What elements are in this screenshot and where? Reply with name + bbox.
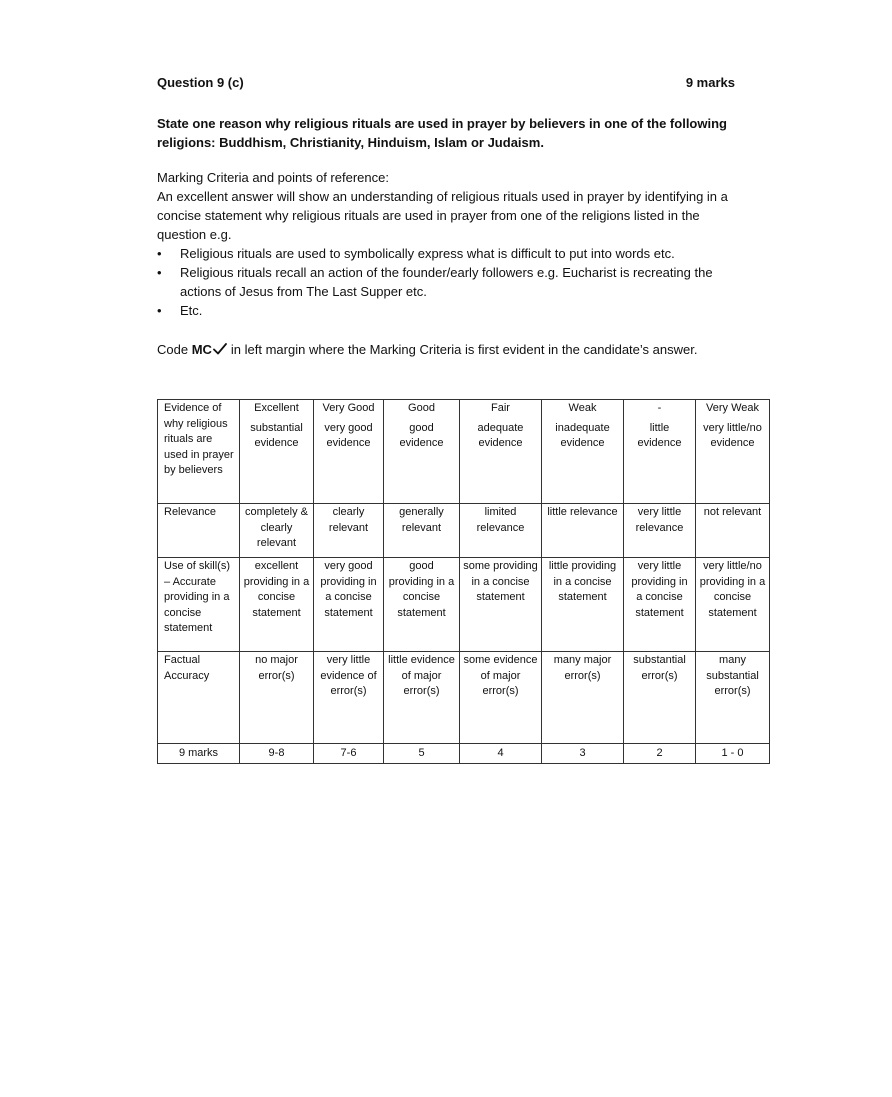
criteria-title: Marking Criteria and points of reference: xyxy=(157,170,389,185)
table-cell: some evidence of major error(s) xyxy=(460,652,542,744)
table-cell: very good providing in a concise statement xyxy=(314,558,384,652)
marks-cell: 4 xyxy=(460,744,542,764)
table-cell: inadequate evidence xyxy=(542,420,624,504)
column-header: - xyxy=(624,400,696,420)
table-cell: very little relevance xyxy=(624,504,696,558)
table-cell: not relevant xyxy=(696,504,770,558)
question-marks: 9 marks xyxy=(685,75,735,90)
row-label: Evidence of why religious rituals are used in prayer by believers xyxy=(158,400,240,504)
column-header: Excellent xyxy=(240,400,314,420)
table-row xyxy=(158,420,770,504)
criteria-bullet: • Religious rituals recall an action of the founder/early followers e.g. Eucharist is recreating the actions of Jesus from The Last Supper etc. xyxy=(157,263,735,301)
marking-page xyxy=(157,74,735,359)
marks-cell: 7-6 xyxy=(314,744,384,764)
table-row xyxy=(158,558,770,652)
table-cell: good providing in a concise statement xyxy=(384,558,460,652)
table-cell: very good evidence xyxy=(314,420,384,504)
criteria-bullet-list xyxy=(157,244,735,320)
table-cell: no major error(s) xyxy=(240,652,314,744)
column-header: Very Weak xyxy=(696,400,770,420)
table-cell: very little evidence of error(s) xyxy=(314,652,384,744)
table-row xyxy=(158,400,770,420)
column-header: Good xyxy=(384,400,460,420)
table-cell: good evidence xyxy=(384,420,460,504)
table-cell: little providing in a concise statement xyxy=(542,558,624,652)
table-cell: generally relevant xyxy=(384,504,460,558)
table-cell: completely & clearly relevant xyxy=(240,504,314,558)
table-cell: very little/no providing in a concise statement xyxy=(696,558,770,652)
marks-cell: 2 xyxy=(624,744,696,764)
question-label: Question 9 (c) xyxy=(157,75,244,90)
criteria-bullet: • Religious rituals are used to symbolically express what is difficult to put into words etc. xyxy=(157,244,735,263)
marks-cell: 3 xyxy=(542,744,624,764)
table-cell: substantial evidence xyxy=(240,420,314,504)
marks-row xyxy=(158,744,770,764)
table-cell: excellent providing in a concise statement xyxy=(240,558,314,652)
table-cell: very little providing in a concise statement xyxy=(624,558,696,652)
question-header xyxy=(157,74,735,92)
table-cell: limited relevance xyxy=(460,504,542,558)
table-cell: many substantial error(s) xyxy=(696,652,770,744)
code-mc: MC xyxy=(191,342,212,357)
row-label: Factual Accuracy xyxy=(158,652,240,744)
marks-cell: 1 - 0 xyxy=(696,744,770,764)
marks-label: 9 marks xyxy=(158,744,240,764)
column-header: Very Good xyxy=(314,400,384,420)
table-cell: clearly relevant xyxy=(314,504,384,558)
marks-cell: 5 xyxy=(384,744,460,764)
criteria-body: An excellent answer will show an understanding of religious rituals used in prayer by identifying in a concise statement why religious rituals are used in prayer from one of the religions listed in the question e.g. xyxy=(157,189,728,242)
column-header: Fair xyxy=(460,400,542,420)
table-cell: adequate evidence xyxy=(460,420,542,504)
question-prompt: State one reason why religious rituals are used in prayer by believers in one of the following religions: Buddhism, Christianity, Hinduism, Islam or Judaism. xyxy=(157,116,727,150)
code-note-suffix: in left margin where the Marking Criteria is first evident in the candidate’s answer. xyxy=(230,342,698,357)
table-cell: some providing in a concise statement xyxy=(460,558,542,652)
code-note xyxy=(157,340,735,359)
marking-table xyxy=(157,399,770,764)
table-cell: little evidence of major error(s) xyxy=(384,652,460,744)
code-note-prefix: Code xyxy=(157,342,192,357)
table-cell: substantial error(s) xyxy=(624,652,696,744)
table-row xyxy=(158,652,770,744)
table-cell: very little/no evidence xyxy=(696,420,770,504)
checkmark-icon xyxy=(213,343,227,355)
table-cell: little relevance xyxy=(542,504,624,558)
marks-cell: 9-8 xyxy=(240,744,314,764)
column-header: Weak xyxy=(542,400,624,420)
table-row xyxy=(158,504,770,558)
row-label: Relevance xyxy=(158,504,240,558)
table-cell: many major error(s) xyxy=(542,652,624,744)
table-cell: little evidence xyxy=(624,420,696,504)
row-label: Use of skill(s) – Accurate providing in a concise statement xyxy=(158,558,240,652)
criteria-bullet: • Etc. xyxy=(157,301,735,320)
